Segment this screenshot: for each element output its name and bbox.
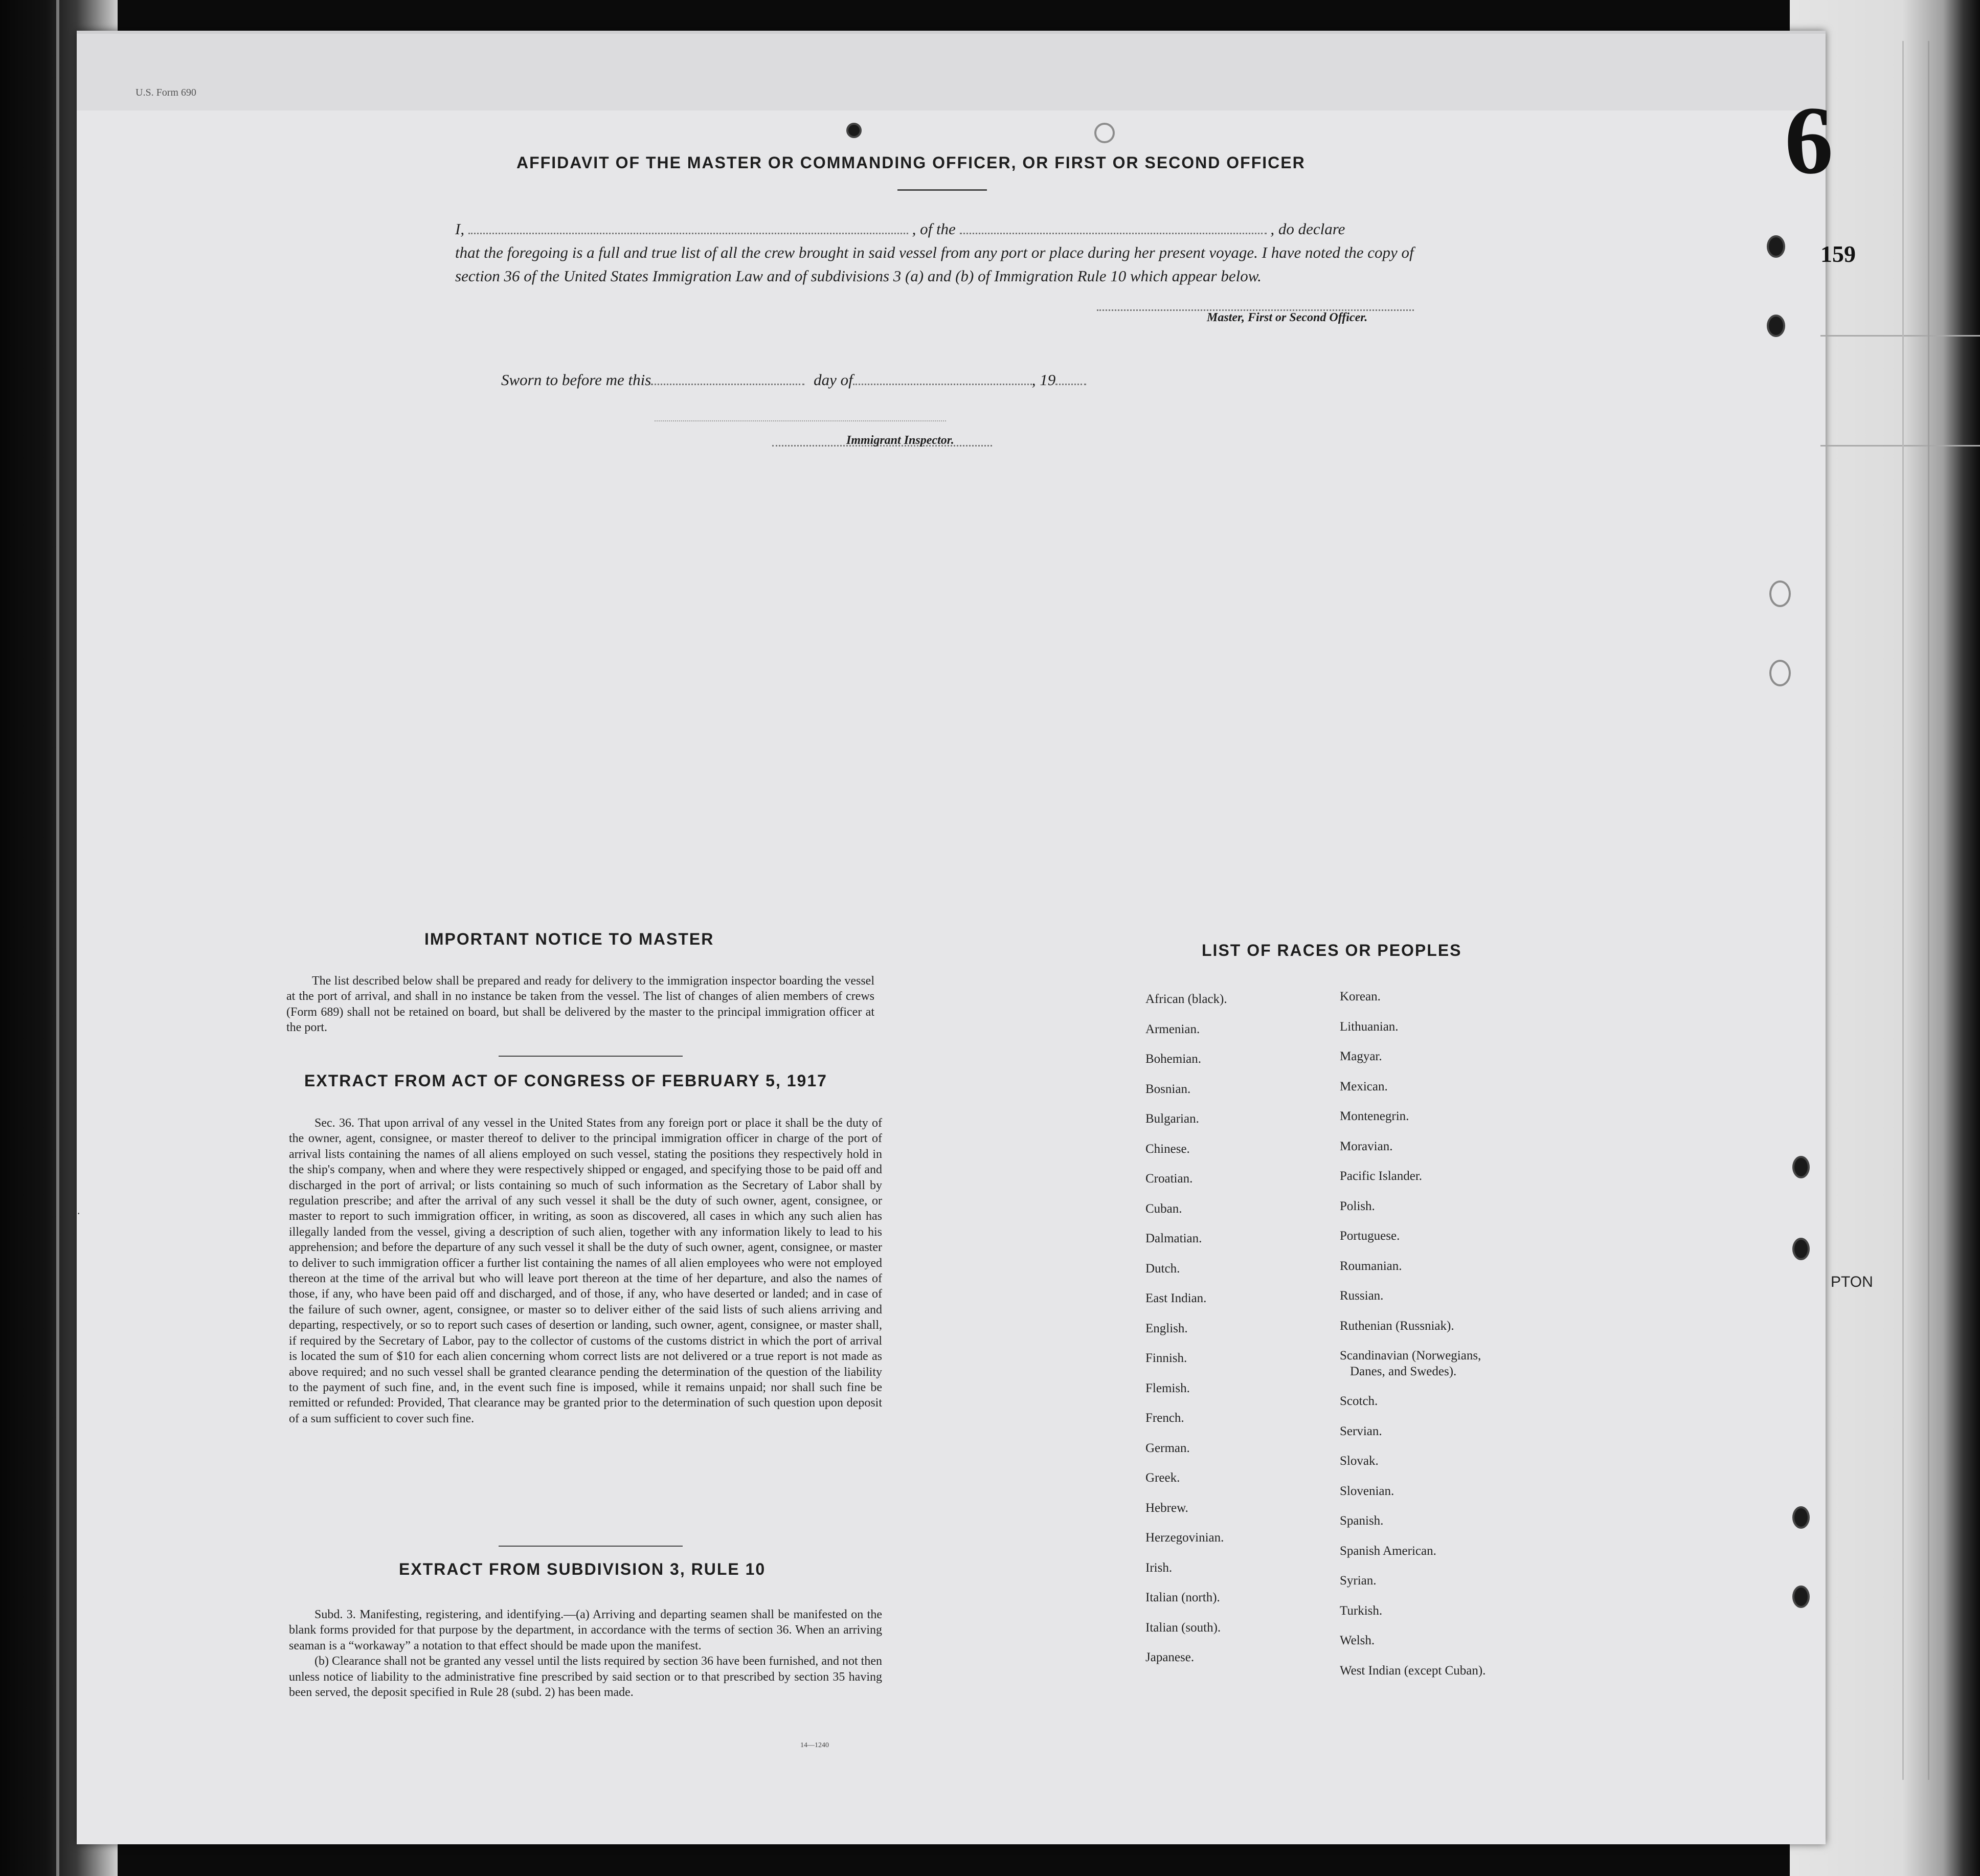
race-item: West Indian (except Cuban). — [1340, 1663, 1486, 1678]
sworn-day: day of — [814, 371, 853, 389]
race-item: Croatian. — [1145, 1172, 1193, 1186]
race-item: Pacific Islander. — [1340, 1169, 1423, 1183]
punch-hole — [1767, 235, 1785, 258]
affidavit-title: AFFIDAVIT OF THE MASTER OR COMMANDING OFFICER, OR FIRST OR SECOND OFFICER — [516, 153, 1306, 172]
race-item: Lithuanian. — [1340, 1019, 1399, 1034]
punch-hole — [1094, 123, 1115, 143]
side-fragment: PTON — [1831, 1274, 1873, 1290]
punch-hole — [1792, 1506, 1810, 1529]
act-title: EXTRACT FROM ACT OF CONGRESS OF FEBRUARY 5, 1917 — [304, 1071, 827, 1090]
divider — [499, 1546, 683, 1547]
notice-paragraph: The list described below shall be prepared and ready for delivery to the immigration inspector boarding the vessel at the port of arrival, and shall in no instance be taken from the vessel. The list of changes of alien members of crews (Form 689) shall not be retained on board, but shall be delivered by the master to the principal immigration officer at the port. — [286, 974, 874, 1035]
race-item: Turkish. — [1340, 1603, 1383, 1618]
vessel-blank[interactable] — [960, 222, 1267, 234]
margin-mark: · — [77, 1207, 81, 1220]
top-shade — [77, 34, 1826, 110]
divider — [897, 189, 987, 191]
affidavit-i: I, — [455, 220, 465, 238]
race-item: Bosnian. — [1145, 1082, 1191, 1096]
race-item: Chinese. — [1145, 1142, 1190, 1156]
sworn-year-blank[interactable] — [1055, 373, 1086, 385]
race-item: Polish. — [1340, 1199, 1375, 1213]
race-item: English. — [1145, 1321, 1188, 1335]
race-item: Servian. — [1340, 1424, 1382, 1438]
punch-hole — [1769, 580, 1791, 607]
form-number: U.S. Form 690 — [136, 87, 196, 98]
signature-line[interactable] — [1097, 299, 1414, 311]
race-item: Flemish. — [1145, 1381, 1190, 1395]
print-code: 14—1240 — [800, 1741, 829, 1749]
race-item: Danes, and Swedes). — [1350, 1364, 1457, 1378]
punch-hole — [846, 123, 862, 138]
form-sheet — [77, 31, 1826, 1844]
signature-caption: Master, First or Second Officer. — [1207, 311, 1368, 324]
race-item: Slovak. — [1340, 1454, 1379, 1468]
sworn-day-blank[interactable] — [651, 373, 804, 385]
punch-hole — [1792, 1585, 1810, 1608]
act-text — [289, 1115, 882, 1426]
sworn-month-blank[interactable] — [853, 373, 1032, 385]
race-item: Italian (north). — [1145, 1591, 1220, 1604]
race-item: French. — [1145, 1411, 1184, 1425]
rule-paragraph-b: (b) Clearance shall not be granted any vessel until the lists required by section 36 have been furnished, and not then unless notice of liability to the administrative fine prescribed by said section or to that prescribed by section 35 having been served, the deposit specified in Rule 28 (subd. 2) has been made. — [289, 1655, 882, 1700]
race-item: Moravian. — [1340, 1139, 1393, 1153]
name-blank[interactable] — [468, 222, 908, 234]
race-item: Dutch. — [1145, 1261, 1180, 1276]
race-item: Spanish. — [1340, 1514, 1384, 1528]
race-item: Scotch. — [1340, 1394, 1378, 1408]
binding-line — [56, 0, 59, 1876]
ledger-line — [1820, 335, 1980, 337]
race-item: Herzegovinian. — [1145, 1531, 1224, 1545]
race-item: Portuguese. — [1340, 1229, 1400, 1243]
race-item: Welsh. — [1340, 1634, 1375, 1647]
sworn-start: Sworn to before me this — [501, 371, 651, 389]
race-item: Bulgarian. — [1145, 1112, 1199, 1126]
race-item: Greek. — [1145, 1471, 1180, 1485]
races-title: LIST OF RACES OR PEOPLES — [1202, 941, 1462, 959]
affidavit-body: that the foregoing is a full and true list of all the crew brought in said vessel from any port or place during her present voyage. I have noted the copy of section 36 of the United States Immigration Law and of subdivisions 3 (a) and (b) of Immigration Rule 10 which appear below. — [455, 243, 1414, 285]
race-item: Slovenian. — [1340, 1484, 1394, 1498]
race-item: German. — [1145, 1441, 1190, 1455]
race-item: Mexican. — [1340, 1079, 1388, 1093]
race-item: Bohemian. — [1145, 1052, 1202, 1066]
act-paragraph: Sec. 36. That upon arrival of any vessel in the United States from any foreign port or place it shall be the duty of the owner, agent, consignee, or master thereof to deliver to the principal immigration officer in charge of the port of arrival lists containing the names of all aliens employed on such vessel, stating the positions they respectively hold in the ship's company, when and where they were respectively shipped or engaged, and specifying those to be paid off and discharged in the port of arrival; or lists containing so much of such information as the Secretary of Labor shall by regulation prescribe; and after the arrival of any such vessel it shall be the duty of such owner, agent, consignee, or master to report to such immigration officer, in writing, as soon as discovered, all cases in which any such alien has illegally landed from the vessel, giving a description of such alien, together with any information likely to lead to his apprehension; and before the departure of any such vessel it shall be the duty of such owner, agent, consignee, or master to deliver to such immigration officer a further list containing the names of all alien employees who were not employed thereon at the time of the arrival but who will leave port thereon at the time of her departure, and also the names of those, if any, who have been paid off and discharged, and of those, if any, who have deserted or landed; and in case of the failure of such owner, agent, consignee, or master so to deliver either of the said lists of such aliens arriving and departing, respectively, or so to report such cases of desertion or landing, such owner, agent, consignee, or master shall, if required by the Secretary of Labor, pay to the collector of customs of the customs district in which the port of arrival is located the sum of $10 for each alien concerning whom correct lists are not delivered or a true report is not made as above required; and no such vessel shall be granted clearance pending the determination of the question of the liability to the payment of such fine, and, in the event such fine is imposed, while it remains unpaid; nor shall such fine be remitted or refunded: Provided, That clearance may be granted prior to the determination of such question upon deposit of a sum sufficient to cover such fine. — [289, 1116, 882, 1425]
race-item: Scandinavian (Norwegians, — [1340, 1349, 1481, 1363]
race-item: Irish. — [1145, 1560, 1173, 1575]
race-item: Ruthenian (Russniak). — [1340, 1319, 1454, 1333]
ledger-column-line — [1928, 41, 1929, 1780]
inspector-line-upper — [655, 420, 946, 421]
divider — [499, 1056, 683, 1057]
race-item: Korean. — [1340, 990, 1381, 1003]
race-item: Syrian. — [1340, 1574, 1377, 1588]
affidavit-declare: , do declare — [1270, 220, 1345, 238]
page-number-side: 159 — [1820, 241, 1856, 267]
rule-paragraph-a: Subd. 3. Manifesting, registering, and identifying.—(a) Arriving and departing seamen shall be manifested on the blank forms provided for that purpose by the department, in accordance with the terms of section 36. When an arriving seaman is a “workaway” a notation to that effect should be made upon the manifest. — [289, 1608, 882, 1652]
race-item: African (black). — [1145, 992, 1227, 1006]
rule-text — [289, 1607, 882, 1700]
race-item: Roumanian. — [1340, 1259, 1402, 1273]
ledger-line — [1820, 445, 1980, 446]
affidavit-of-the: , of the — [912, 220, 956, 238]
punch-hole — [1767, 315, 1785, 337]
affidavit-first-line — [455, 217, 1427, 241]
race-item: East Indian. — [1145, 1291, 1207, 1305]
race-item: Cuban. — [1145, 1201, 1182, 1216]
notice-title: IMPORTANT NOTICE TO MASTER — [424, 930, 714, 948]
race-item: Spanish American. — [1340, 1544, 1436, 1558]
race-item: Montenegrin. — [1340, 1109, 1409, 1123]
race-item: Italian (south). — [1145, 1620, 1221, 1635]
notice-text — [286, 973, 874, 1036]
punch-hole — [1769, 660, 1791, 686]
punch-hole — [1792, 1238, 1810, 1260]
page-number-top: 6 — [1785, 87, 1833, 194]
inspector-caption: Immigrant Inspector. — [846, 434, 954, 447]
race-item: Magyar. — [1340, 1049, 1382, 1063]
sworn-year: , 19 — [1031, 371, 1056, 389]
race-item: Armenian. — [1145, 1022, 1200, 1036]
race-item: Japanese. — [1145, 1650, 1195, 1664]
ledger-column-line — [1902, 41, 1904, 1780]
sworn-line — [501, 371, 1086, 389]
race-item: Russian. — [1340, 1289, 1384, 1303]
rule-title: EXTRACT FROM SUBDIVISION 3, RULE 10 — [399, 1560, 766, 1578]
punch-hole — [1792, 1156, 1810, 1178]
race-item: Dalmatian. — [1145, 1232, 1202, 1245]
race-item: Finnish. — [1145, 1351, 1187, 1365]
race-item: Hebrew. — [1145, 1501, 1188, 1515]
